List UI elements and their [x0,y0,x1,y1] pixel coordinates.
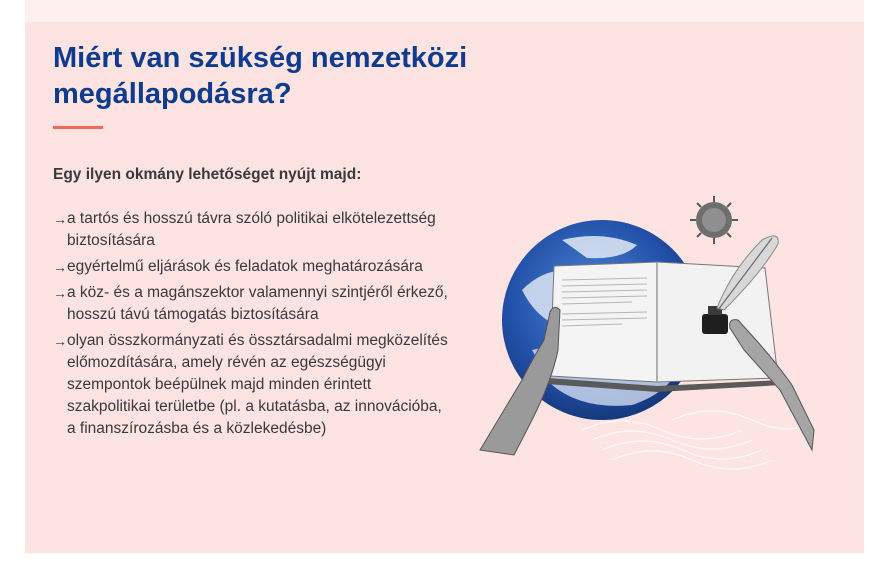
list-item [53,282,453,326]
list-item [53,256,453,278]
list-item [53,208,453,252]
bullet-list [53,208,453,444]
arrow-right-icon: → [53,285,67,301]
intro-text: Egy ilyen okmány lehetőséget nyújt majd: [53,166,362,183]
arrow-right-icon: → [53,333,67,349]
title-divider [53,126,103,129]
arrow-right-icon: → [53,259,67,275]
list-item-text: egyértelmű eljárások és feladatok meghatározására [67,258,423,275]
top-strip [25,0,864,22]
illustration [462,180,822,470]
list-item-text: a tartós és hosszú távra szóló politikai elkötelezettség biztosítására [67,210,436,249]
arrow-right-icon: → [53,211,67,227]
page-title: Miért van szükség nemzetközi megállapodásra? [53,42,468,110]
list-item-text: olyan összkormányzati és össztársadalmi megközelítés előmozdítására, amely révén az egészségügyi szempontok beépülnek majd minden érintett szakpolitikai területbe (pl. a kutatásba, az innovációba, a finanszírozásba és a közlekedésbe) [67,332,448,437]
list-item-text: a köz- és a magánszektor valamennyi szintjéről érkező, hosszú távú támogatás biztosítására [67,284,448,323]
list-item [53,330,453,440]
virus-icon [690,196,738,244]
wave-lines-icon [582,411,812,469]
